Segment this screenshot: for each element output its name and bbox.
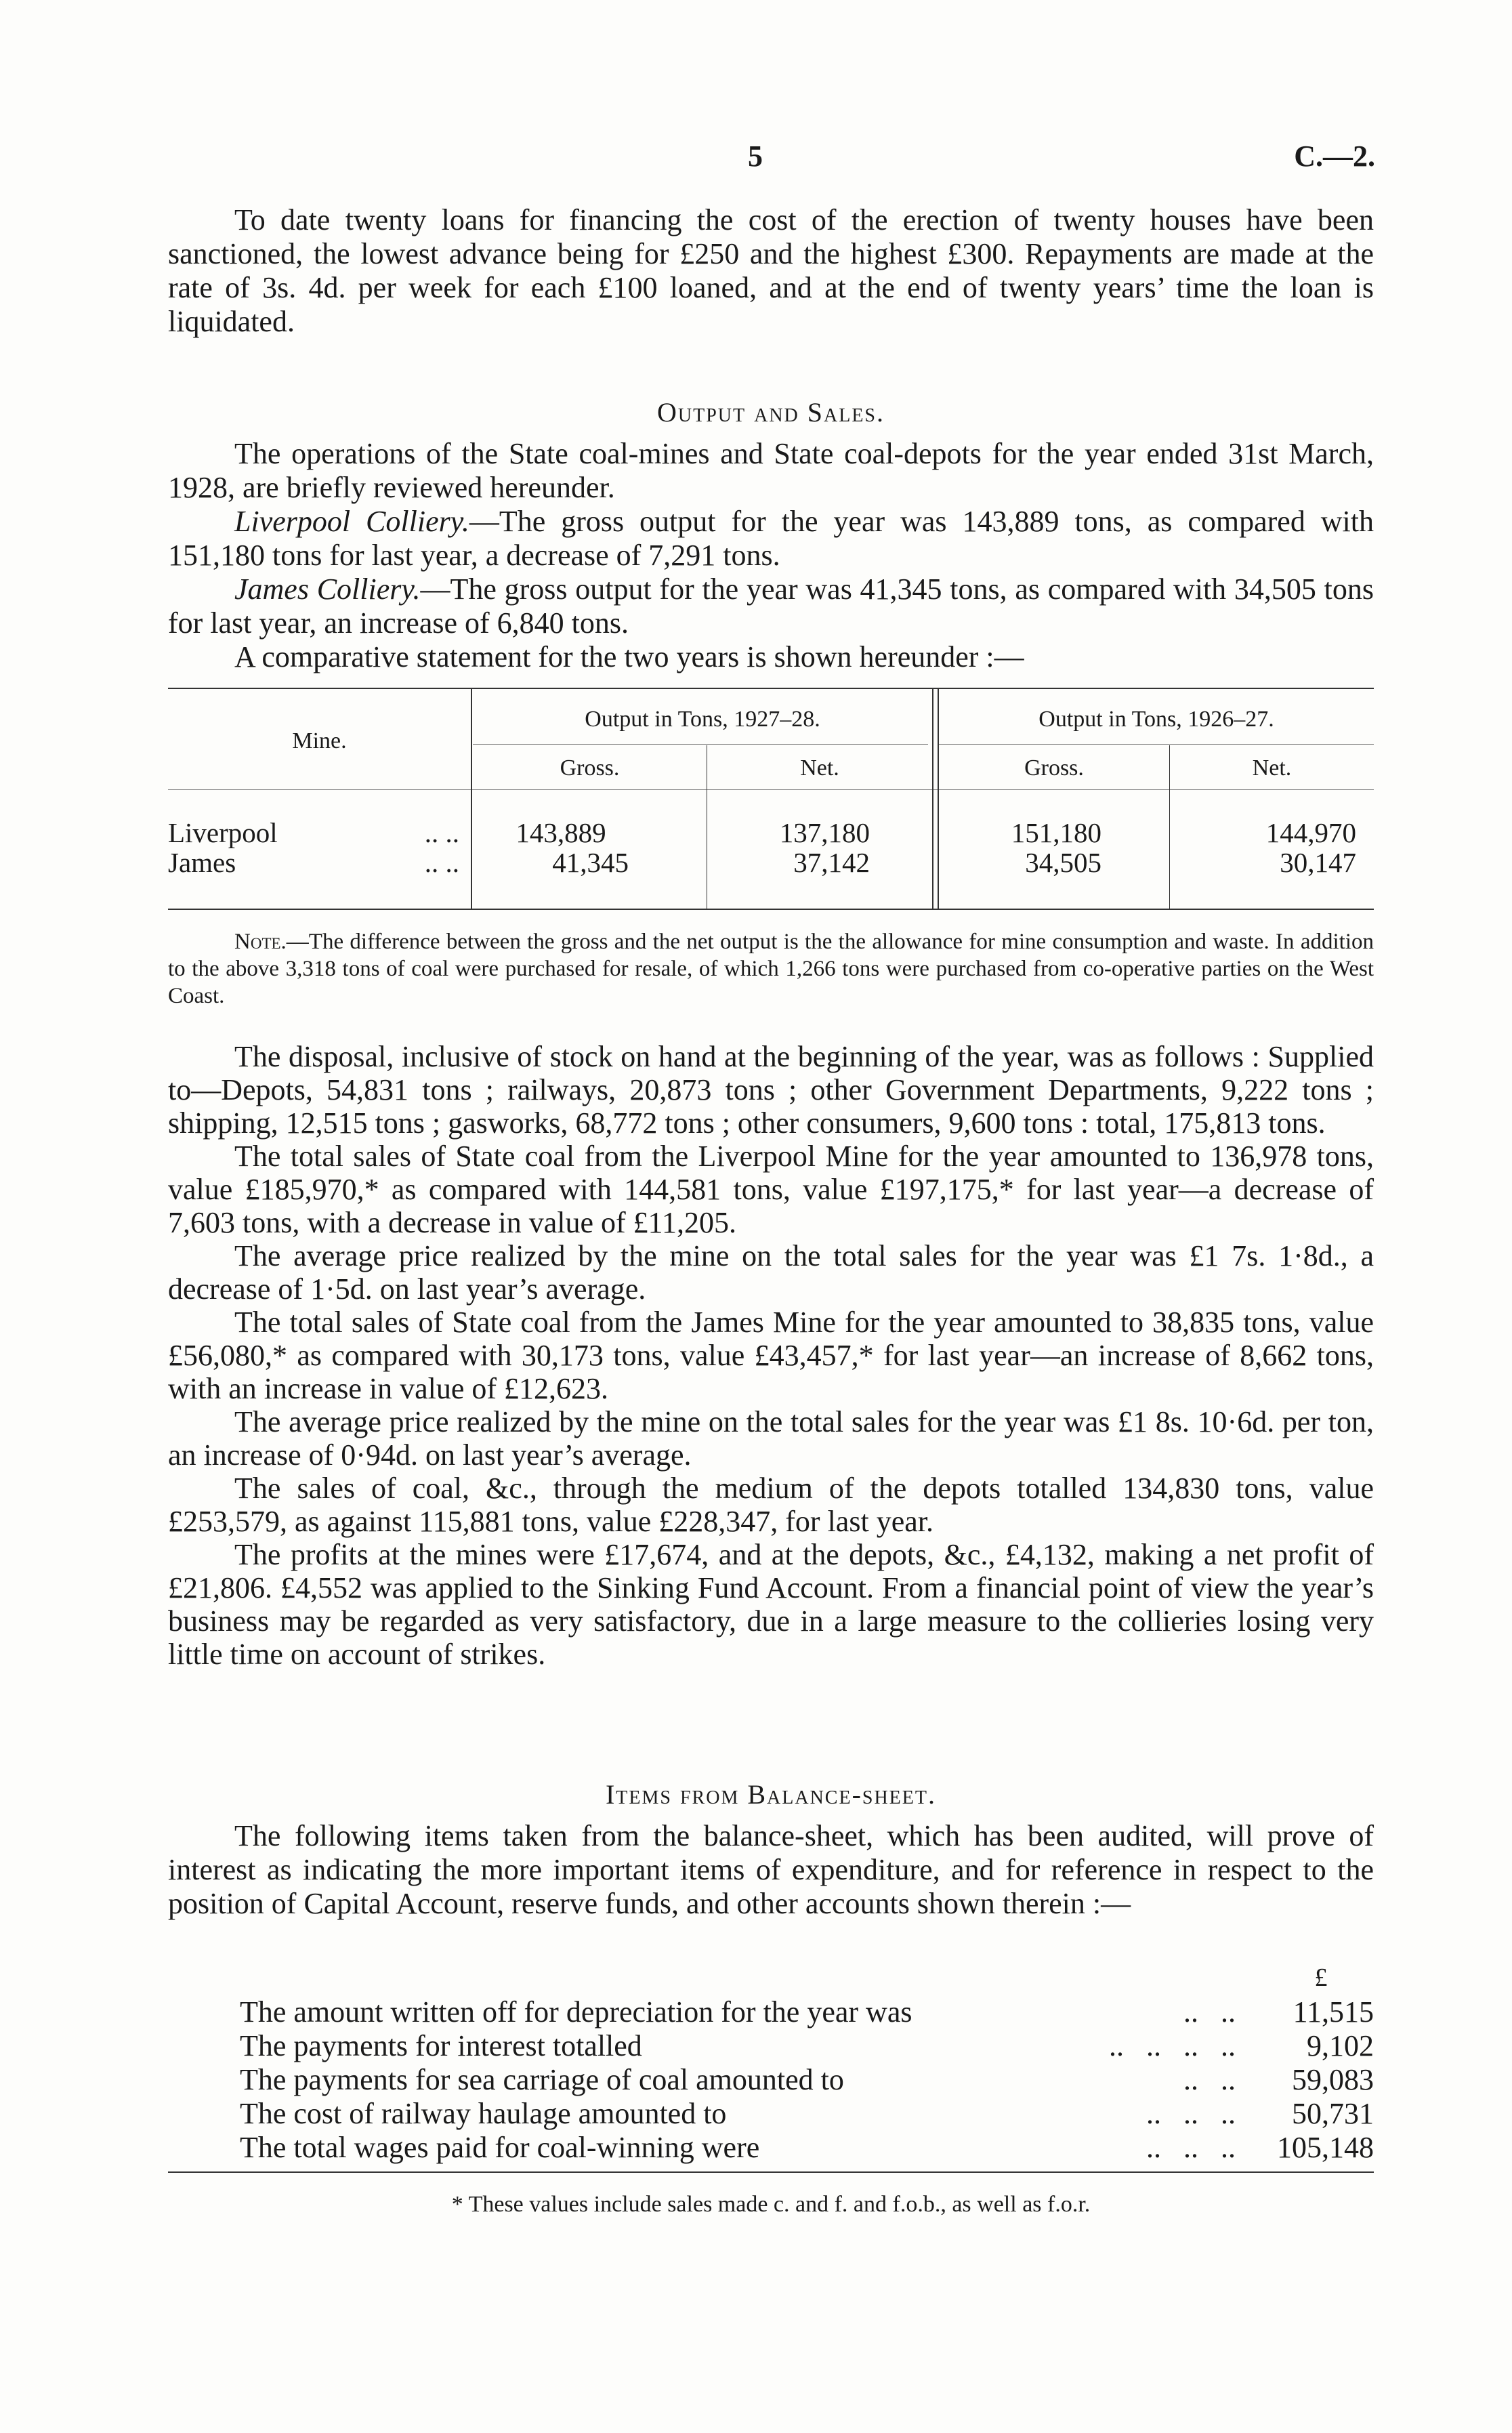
output-1927-group-header: Output in Tons, 1927–28. [585,707,820,732]
liverpool-colliery-label: Liverpool Colliery. [234,505,469,538]
output-table [168,688,1374,911]
item-value: 11,515 [1293,1995,1374,2029]
liverpool-colliery-text: —The gross output for the year was 143,889 tons, as compared with 151,180 tons for last year, a decrease of 7,291 tons. [168,505,1374,572]
row-leader-dots: .. .. [424,817,459,848]
gross-1927-header: Gross. [560,755,620,781]
liverpool-average-price-paragraph: The average price realized by the mine on the total sales for the year was £1 7s. 1·8d., a decrease of 1·5d. on last year’s average. [168,1239,1374,1306]
item-value: 59,083 [1292,2063,1374,2096]
mine-column-header: Mine. [292,728,347,753]
item-value: 9,102 [1307,2029,1374,2062]
row-gross-1927: 41,345 [552,847,629,878]
currency-symbol: £ [1314,1963,1328,1992]
item-leader: .. .. .. .. [1109,2029,1236,2062]
liverpool-sales-paragraph: The total sales of State coal from the Liverpool Mine for the year amounted to 136,978 tons, value £185,970,* as compared with 144,581 tons, value £197,175,* for last year—a decrease of 7,603 tons, with a decrease in value of £11,205. [168,1140,1374,1239]
james-colliery-paragraph [168,573,1374,640]
item-label: The payments for sea carriage of coal amounted to [240,2063,844,2096]
balance-sheet-heading: Items from Balance-sheet. [605,1779,936,1810]
james-colliery-label: James Colliery. [234,573,421,606]
row-gross-1927: 143,889 [516,817,606,848]
note-label: Note. [234,930,287,954]
table-note [168,928,1374,1010]
row-net-1926: 30,147 [1280,847,1356,878]
list-item [240,2097,1374,2131]
footnote-rule [168,2171,1374,2173]
table-row [168,816,1374,848]
loans-paragraph: To date twenty loans for financing the cost of the erection of twenty houses have been sanctioned, the lowest advance being for £250 and the highest £300. Repayments are made at the rate of 3s. 4d. per week for each £100 loaned, and at the end of twenty years’ time the loan is liquidated. [168,203,1374,338]
row-mine-name: James [168,847,236,878]
item-value: 50,731 [1292,2097,1374,2130]
profits-paragraph: The profits at the mines were £17,674, and at the depots, &c., £4,132, making a net profit of £21,806. £4,552 was applied to the Sinking Fund Account. From a financial point of view the year’s business may be regarded as very satisfactory, due in a large measure to the collieries losing very little time on account of strikes. [168,1538,1374,1671]
item-leader: .. .. .. [1146,2097,1236,2130]
gross-1926-header: Gross. [1024,755,1084,781]
james-colliery-text: —The gross output for the year was 41,345 tons, as compared with 34,505 tons for last year, an increase of 6,840 tons. [168,573,1374,640]
row-mine-name: Liverpool [168,817,278,848]
row-net-1927: 137,180 [779,817,870,848]
row-net-1926: 144,970 [1265,817,1356,848]
item-label: The payments for interest totalled [240,2029,642,2062]
balance-sheet-intro: The following items taken from the balance-sheet, which has been audited, will prove of interest as indicating the more important items of expenditure, and for reference in respect to the position of Capital Account, reserve funds, and other accounts shown therein :— [168,1819,1374,1920]
list-item [240,2131,1374,2165]
table-bottom-rule [168,909,1374,910]
item-leader: .. .. [1183,2063,1236,2096]
table-mid-rule-1926 [939,744,1374,745]
liverpool-colliery-paragraph [168,505,1374,573]
table-row [168,846,1374,877]
table-top-rule [168,688,1374,689]
sales-section-body [168,1040,1374,1671]
document-reference: C.—2. [1294,140,1375,173]
item-label: The amount written off for depreciation for the year was [240,1995,912,2029]
james-average-price-paragraph: The average price realized by the mine on the total sales for the year was £1 8s. 10·6d. per ton, an increase of 0·94d. on last year’s average. [168,1405,1374,1472]
row-net-1927: 37,142 [793,847,870,878]
table-header-bottom-rule [168,789,1374,790]
output-section-body [168,437,1374,674]
item-label: The total wages paid for coal-winning were [240,2131,760,2164]
footnote: * These values include sales made c. and f. and f.o.b., as well as f.o.r. [451,2192,1091,2217]
list-item [240,2063,1374,2097]
item-label: The cost of railway haulage amounted to [240,2097,727,2130]
item-leader: .. .. .. [1146,2131,1236,2164]
balance-items-list [240,1995,1374,2165]
output-1926-group-header: Output in Tons, 1926–27. [1038,707,1274,732]
note-text: —The difference between the gross and the net output is the the allowance for mine consumption and waste. In addition to the above 3,318 tons of coal were purchased for resale, of which 1,266 tons were purchased from co-operative parties on the West Coast. [168,930,1374,1008]
depot-sales-paragraph: The sales of coal, &c., through the medium of the depots totalled 134,830 tons, value £253,579, as against 115,881 tons, value £228,347, for last year. [168,1472,1374,1538]
disposal-paragraph: The disposal, inclusive of stock on hand at the beginning of the year, was as follows : Supplied to—Depots, 54,831 tons ; railways, 20,873 tons ; other Government Departments, 9,222 tons ; shipping, 12,515 tons ; gasworks, 68,772 tons ; other consumers, 9,600 tons : total, 175,813 tons. [168,1040,1374,1140]
item-value: 105,148 [1277,2131,1374,2164]
net-1927-header: Net. [800,755,839,781]
page-number: 5 [748,140,763,173]
output-and-sales-heading: Output and Sales. [656,397,885,428]
list-item [240,2029,1374,2063]
row-gross-1926: 151,180 [1011,817,1101,848]
net-1926-header: Net. [1252,755,1292,781]
item-leader: .. .. [1183,1995,1236,2029]
row-leader-dots: .. .. [424,847,459,878]
comparative-statement-intro: A comparative statement for the two years is shown hereunder :— [234,640,1024,673]
list-item [240,1995,1374,2029]
table-mid-rule-1927 [473,744,928,745]
row-gross-1926: 34,505 [1025,847,1101,878]
james-sales-paragraph: The total sales of State coal from the James Mine for the year amounted to 38,835 tons, value £56,080,* as compared with 30,173 tons, value £43,457,* for last year—an increase of 8,662 tons, with an increase in value of £12,623. [168,1306,1374,1405]
operations-paragraph: The operations of the State coal-mines and State coal-depots for the year ended 31st March, 1928, are briefly reviewed hereunder. [168,437,1374,504]
